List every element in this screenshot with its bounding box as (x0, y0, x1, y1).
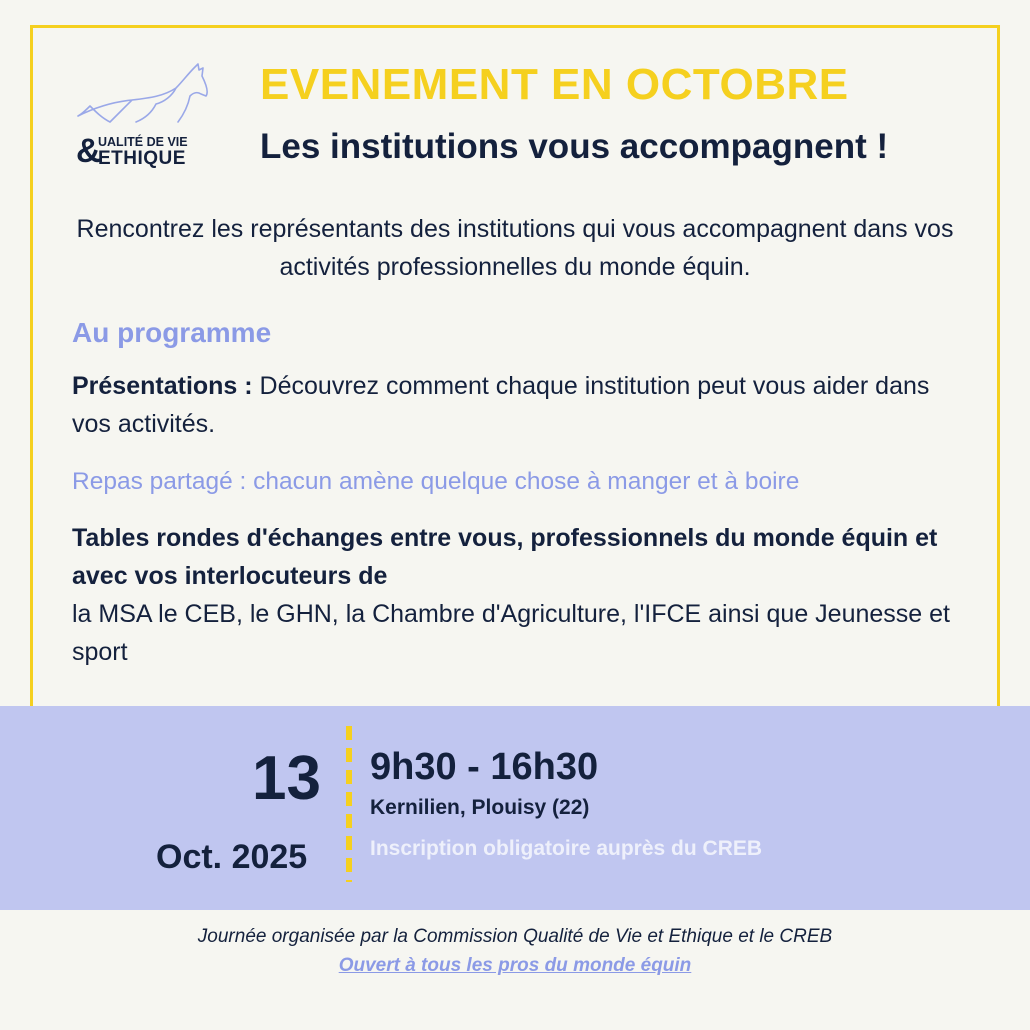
presentations-paragraph (72, 367, 952, 443)
event-month: Oct. 2025 (156, 838, 308, 876)
logo-line-1: UALITÉ DE VIE (98, 135, 188, 149)
event-place: Kernilien, Plouisy (22) (370, 796, 590, 819)
logo (72, 62, 212, 172)
event-day: 13 (252, 744, 321, 813)
registration-note: Inscription obligatoire auprès du CREB (370, 837, 763, 860)
event-hours: 9h30 - 16h30 (370, 746, 599, 788)
program-heading: Au programme (72, 317, 272, 348)
horse-icon (72, 62, 212, 134)
open-to-all-link[interactable]: Ouvert à tous les pros du monde équin (338, 955, 692, 976)
logo-line-2: ETHIQUE (98, 148, 186, 169)
tables-text: la MSA le CEB, le GHN, la Chambre d'Agriculture, l'IFCE ainsi que Jeunesse et sport (72, 600, 950, 666)
presentations-label: Présentations : (72, 372, 253, 400)
dashed-divider (346, 726, 352, 882)
tables-heading: Tables rondes d'échanges entre vous, professionnels du monde équin et avec vos interlocuteurs de (72, 524, 938, 590)
intro-text: Rencontrez les représentants des institutions qui vous accompagnent dans vos activités professionnelles du monde équin. (76, 215, 954, 281)
organizer-text: Journée organisée par la Commission Qualité de Vie et Ethique et le CREB (197, 926, 833, 947)
presentations-text: Découvrez comment chaque institution peut vous aider dans vos activités. (72, 372, 930, 438)
repas-text: Repas partagé : chacun amène quelque chose à manger et à boire (72, 468, 800, 495)
logo-ampersand: & (76, 132, 99, 170)
tables-paragraph (72, 519, 952, 671)
page-title: Les institutions vous accompagnent ! (260, 127, 889, 166)
event-kicker: EVENEMENT EN OCTOBRE (260, 60, 849, 109)
